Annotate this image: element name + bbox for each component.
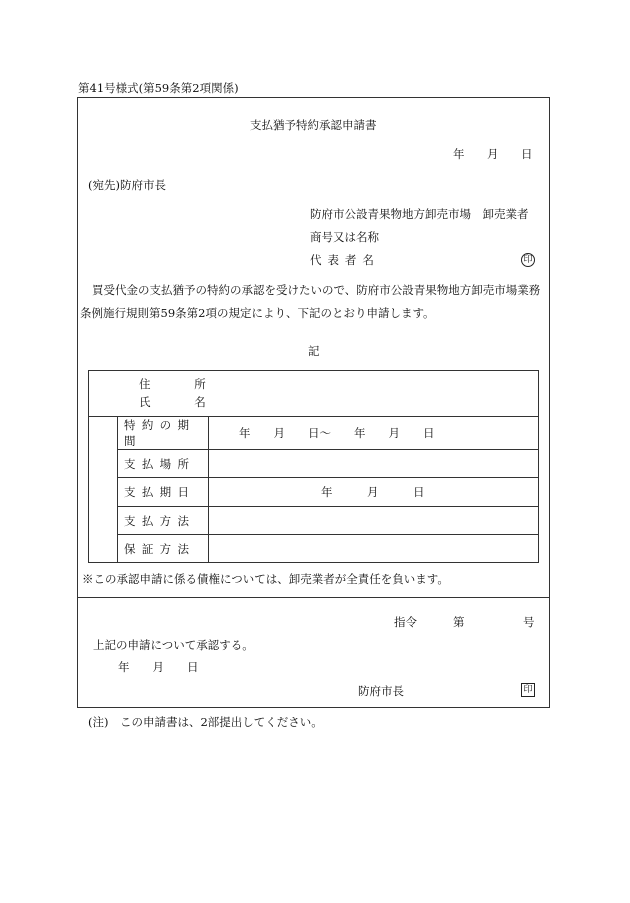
applicant-seal-icon: 印 <box>521 253 535 267</box>
row-label-method: 支払方法 <box>118 507 209 535</box>
row-label-period: 特約の期間 <box>118 417 209 450</box>
form-number: 第41号様式(第59条第2項関係) <box>78 81 239 95</box>
ki-heading: 記 <box>308 344 320 358</box>
applicant-name-label: 商号又は名称 <box>310 230 379 244</box>
footer-note: (注) この申請書は、2部提出してください。 <box>88 715 323 729</box>
row-value-period: 年 月 日〜 年 月 日 <box>209 417 539 450</box>
name-label: 氏 名 <box>139 394 222 409</box>
row-label-guarantee: 保証方法 <box>118 535 209 563</box>
body-text-line2: 条例施行規則第59条第2項の規定により、下記のとおり申請します。 <box>80 306 435 320</box>
row-value-method <box>209 507 539 535</box>
form-title: 支払猶予特約承認申請書 <box>250 118 377 132</box>
row-value-guarantee <box>209 535 539 563</box>
body-text-line1: 買受代金の支払猶予の特約の承認を受けたいので、防府市公設青果物地方卸売市場業務 <box>92 283 541 297</box>
date-year: 年 <box>453 147 465 161</box>
table-indent-cell <box>89 417 118 563</box>
row-value-due-date: 年 月 日 <box>209 478 539 507</box>
responsibility-note: ※この承認申請に係る債権については、卸売業者が全責任を負います。 <box>82 572 449 586</box>
row-value-place <box>209 450 539 478</box>
approval-mayor: 防府市長 <box>358 684 404 698</box>
detail-table <box>88 370 539 563</box>
mayor-seal-icon: 印 <box>521 683 535 697</box>
applicant-rep-label: 代 表 者 名 <box>310 253 376 267</box>
approval-statement: 上記の申請について承認する。 <box>93 638 254 652</box>
address-name-cell <box>89 371 539 417</box>
date-month: 月 <box>487 147 499 161</box>
row-label-due-date: 支払期日 <box>118 478 209 507</box>
approval-divider <box>77 597 550 598</box>
directive-dai: 第 <box>453 615 465 629</box>
directive-gou: 号 <box>523 615 535 629</box>
date-day: 日 <box>521 147 533 161</box>
addressee: (宛先)防府市長 <box>88 178 166 192</box>
address-label: 住 所 <box>139 376 222 391</box>
applicant-org: 防府市公設青果物地方卸売市場 卸売業者 <box>310 207 529 221</box>
row-label-place: 支払場所 <box>118 450 209 478</box>
approval-date: 年 月 日 <box>118 660 199 674</box>
directive-label: 指令 <box>394 615 417 629</box>
